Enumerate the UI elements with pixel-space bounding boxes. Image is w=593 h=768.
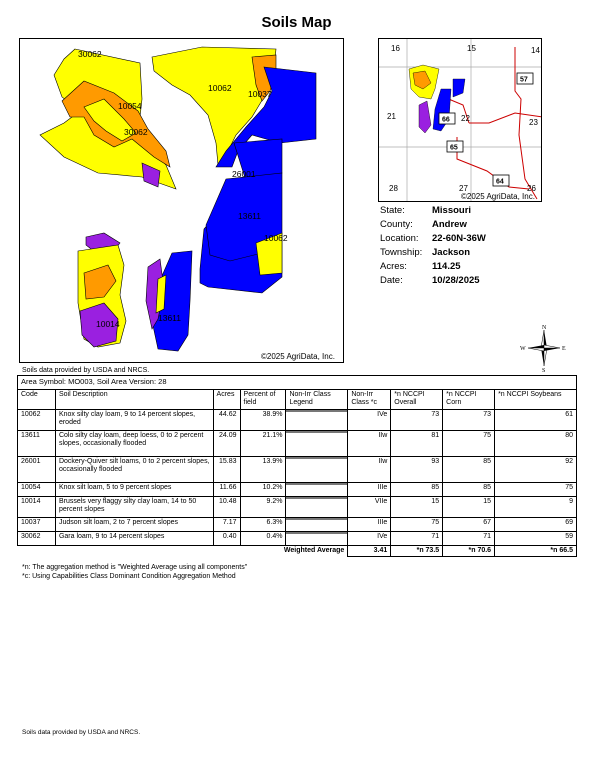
map-label: 10054 bbox=[118, 101, 142, 111]
cell-corn: 15 bbox=[443, 496, 495, 517]
cell-soy: 9 bbox=[495, 496, 577, 517]
table-notes bbox=[22, 564, 247, 581]
cell-acres: 0.40 bbox=[213, 531, 240, 545]
header-soy: *n NCCPI Soybeans bbox=[495, 389, 577, 409]
soils-table bbox=[17, 375, 577, 557]
cell-code: 30062 bbox=[18, 531, 56, 545]
table-row bbox=[18, 517, 577, 531]
soils-map-graphic bbox=[20, 39, 344, 363]
cell-legend bbox=[286, 482, 348, 496]
legend-swatch bbox=[286, 483, 347, 485]
cell-pct: 21.1% bbox=[240, 430, 286, 456]
info-row-acres bbox=[380, 260, 486, 274]
cell-desc: Judson silt loam, 2 to 7 percent slopes bbox=[55, 517, 213, 531]
compass-rose-icon bbox=[519, 324, 569, 372]
cell-code: 13611 bbox=[18, 430, 56, 456]
cell-class: IIw bbox=[348, 430, 391, 456]
section-number: 14 bbox=[531, 46, 540, 55]
map-label: 30062 bbox=[124, 127, 148, 137]
usda-note: Soils data provided by USDA and NRCS. bbox=[22, 367, 150, 374]
cell-pct: 9.2% bbox=[240, 496, 286, 517]
cell-overall: 73 bbox=[391, 409, 443, 430]
cell-corn: 73 bbox=[443, 409, 495, 430]
section-number: 28 bbox=[389, 184, 398, 193]
header-class: Non-Irr Class *c bbox=[348, 389, 391, 409]
header-legend: Non-Irr Class Legend bbox=[286, 389, 348, 409]
compass-s: S bbox=[542, 368, 546, 372]
legend-swatch bbox=[286, 457, 347, 459]
area-symbol-row bbox=[18, 376, 577, 390]
area-symbol: Area Symbol: MO003, Soil Area Version: 28 bbox=[18, 376, 577, 390]
legend-swatch bbox=[286, 410, 347, 412]
section-number: 26 bbox=[527, 184, 536, 193]
cell-legend bbox=[286, 430, 348, 456]
section-number: 16 bbox=[391, 44, 400, 53]
cell-soy: 80 bbox=[495, 430, 577, 456]
map-label: 13611 bbox=[238, 211, 262, 221]
section-number: 27 bbox=[459, 184, 468, 193]
header-overall: *n NCCPI Overall bbox=[391, 389, 443, 409]
table-row bbox=[18, 531, 577, 545]
cell-pct: 6.3% bbox=[240, 517, 286, 531]
map-copyright: ©2025 AgriData, Inc. bbox=[261, 352, 335, 361]
table-row bbox=[18, 496, 577, 517]
cell-pct: 13.9% bbox=[240, 456, 286, 482]
cell-legend bbox=[286, 496, 348, 517]
cell-desc: Knox silt loam, 5 to 9 percent slopes bbox=[55, 482, 213, 496]
legend-swatch bbox=[286, 518, 347, 520]
cell-soy: 75 bbox=[495, 482, 577, 496]
cell-corn: 71 bbox=[443, 531, 495, 545]
map-label: 10062 bbox=[208, 83, 232, 93]
weighted-overall: *n 73.5 bbox=[391, 545, 443, 557]
header-acres: Acres bbox=[213, 389, 240, 409]
field-info bbox=[380, 204, 486, 288]
cell-corn: 75 bbox=[443, 430, 495, 456]
map-label: 30062 bbox=[78, 49, 102, 59]
locator-field-purple bbox=[419, 101, 431, 133]
cell-legend bbox=[286, 456, 348, 482]
weighted-average-row bbox=[18, 545, 577, 557]
info-row-county bbox=[380, 218, 486, 232]
table-row bbox=[18, 456, 577, 482]
info-label: State: bbox=[380, 205, 405, 216]
cell-soy: 61 bbox=[495, 409, 577, 430]
compass-e: E bbox=[562, 346, 566, 352]
locator-copyright: ©2025 AgriData, Inc. bbox=[461, 192, 535, 201]
info-value: 22-60N-36W bbox=[432, 233, 486, 244]
info-label: Location: bbox=[380, 233, 419, 244]
info-row-date bbox=[380, 274, 486, 288]
legend-swatch bbox=[286, 497, 347, 499]
weighted-soy: *n 66.5 bbox=[495, 545, 577, 557]
cell-class: VIIe bbox=[348, 496, 391, 517]
table-header-row bbox=[18, 389, 577, 409]
info-row-township bbox=[380, 246, 486, 260]
header-code: Code bbox=[18, 389, 56, 409]
weighted-average-label: Weighted Average bbox=[283, 546, 345, 554]
cell-corn: 67 bbox=[443, 517, 495, 531]
locator-field-blue bbox=[433, 89, 451, 131]
table-row bbox=[18, 430, 577, 456]
weighted-corn: *n 70.6 bbox=[443, 545, 495, 557]
page-title: Soils Map bbox=[261, 14, 332, 31]
section-number: 22 bbox=[461, 114, 470, 123]
cell-acres: 24.09 bbox=[213, 430, 240, 456]
info-label: Date: bbox=[380, 275, 403, 286]
cell-pct: 10.2% bbox=[240, 482, 286, 496]
cell-soy: 59 bbox=[495, 531, 577, 545]
road-shield: 65 bbox=[450, 144, 458, 152]
map-label: 13611 bbox=[158, 313, 182, 323]
info-value: Missouri bbox=[432, 205, 472, 216]
compass-w: W bbox=[520, 346, 526, 352]
cell-class: IIIe bbox=[348, 482, 391, 496]
table-row bbox=[18, 482, 577, 496]
soils-map[interactable] bbox=[19, 38, 344, 363]
cell-desc: Gara loam, 9 to 14 percent slopes bbox=[55, 531, 213, 545]
cell-code: 10037 bbox=[18, 517, 56, 531]
weighted-class: 3.41 bbox=[348, 545, 391, 557]
section-number: 23 bbox=[529, 118, 538, 127]
header-pct: Percent of field bbox=[240, 389, 286, 409]
cell-overall: 15 bbox=[391, 496, 443, 517]
info-label: Township: bbox=[380, 247, 423, 258]
cell-legend bbox=[286, 517, 348, 531]
cell-legend bbox=[286, 409, 348, 430]
cell-acres: 15.83 bbox=[213, 456, 240, 482]
cell-desc: Brussels very flaggy silty clay loam, 14 to 50 percent slopes bbox=[55, 496, 213, 517]
road-shield: 66 bbox=[442, 116, 450, 124]
cell-soy: 92 bbox=[495, 456, 577, 482]
footer-usda-note: Soils data provided by USDA and NRCS. bbox=[22, 729, 141, 736]
cell-acres: 10.48 bbox=[213, 496, 240, 517]
cell-overall: 85 bbox=[391, 482, 443, 496]
header-desc: Soil Description bbox=[55, 389, 213, 409]
cell-corn: 85 bbox=[443, 456, 495, 482]
cell-class: IVe bbox=[348, 409, 391, 430]
map-label: 26001 bbox=[232, 169, 256, 179]
section-number: 15 bbox=[467, 44, 476, 53]
note-capability: *c: Using Capabilities Class Dominant Condition Aggregation Method bbox=[22, 572, 236, 580]
info-label: Acres: bbox=[380, 261, 407, 272]
map-label: 10062 bbox=[264, 233, 288, 243]
info-value: 10/28/2025 bbox=[432, 275, 480, 286]
locator-map-graphic bbox=[379, 39, 542, 202]
cell-class: IIw bbox=[348, 456, 391, 482]
cell-desc: Dockery-Quiver silt loams, 0 to 2 percent slopes, occasionally flooded bbox=[55, 456, 213, 482]
map-label: 10014 bbox=[96, 319, 120, 329]
cell-pct: 38.9% bbox=[240, 409, 286, 430]
cell-soy: 69 bbox=[495, 517, 577, 531]
compass-n: N bbox=[542, 325, 547, 331]
header-corn: *n NCCPI Corn bbox=[443, 389, 495, 409]
road-shield: 57 bbox=[520, 76, 528, 84]
note-aggregation: *n: The aggregation method is "Weighted Average using all components" bbox=[22, 564, 248, 571]
section-number: 21 bbox=[387, 112, 396, 121]
cell-overall: 71 bbox=[391, 531, 443, 545]
legend-swatch bbox=[286, 431, 347, 433]
cell-desc: Colo silty clay loam, deep loess, 0 to 2 percent slopes, occasionally flooded bbox=[55, 430, 213, 456]
cell-corn: 85 bbox=[443, 482, 495, 496]
cell-overall: 81 bbox=[391, 430, 443, 456]
cell-overall: 75 bbox=[391, 517, 443, 531]
info-row-state bbox=[380, 204, 486, 218]
info-label: County: bbox=[380, 219, 413, 230]
cell-class: IVe bbox=[348, 531, 391, 545]
cell-code: 10062 bbox=[18, 409, 56, 430]
legend-swatch bbox=[286, 532, 347, 534]
road-shield: 64 bbox=[496, 178, 504, 186]
cell-overall: 93 bbox=[391, 456, 443, 482]
cell-legend bbox=[286, 531, 348, 545]
cell-acres: 11.66 bbox=[213, 482, 240, 496]
cell-desc: Knox silty clay loam, 9 to 14 percent slopes, eroded bbox=[55, 409, 213, 430]
locator-map[interactable] bbox=[378, 38, 542, 202]
cell-code: 26001 bbox=[18, 456, 56, 482]
cell-code: 10054 bbox=[18, 482, 56, 496]
map-label: 10037 bbox=[248, 89, 272, 99]
locator-field-blue-2 bbox=[453, 79, 465, 97]
info-value: Andrew bbox=[432, 219, 467, 230]
cell-acres: 44.62 bbox=[213, 409, 240, 430]
table-row bbox=[18, 409, 577, 430]
info-value: Jackson bbox=[432, 247, 471, 258]
cell-acres: 7.17 bbox=[213, 517, 240, 531]
info-row-location bbox=[380, 232, 486, 246]
info-value: 114.25 bbox=[432, 261, 461, 272]
cell-code: 10014 bbox=[18, 496, 56, 517]
cell-class: IIIe bbox=[348, 517, 391, 531]
cell-pct: 0.4% bbox=[240, 531, 286, 545]
